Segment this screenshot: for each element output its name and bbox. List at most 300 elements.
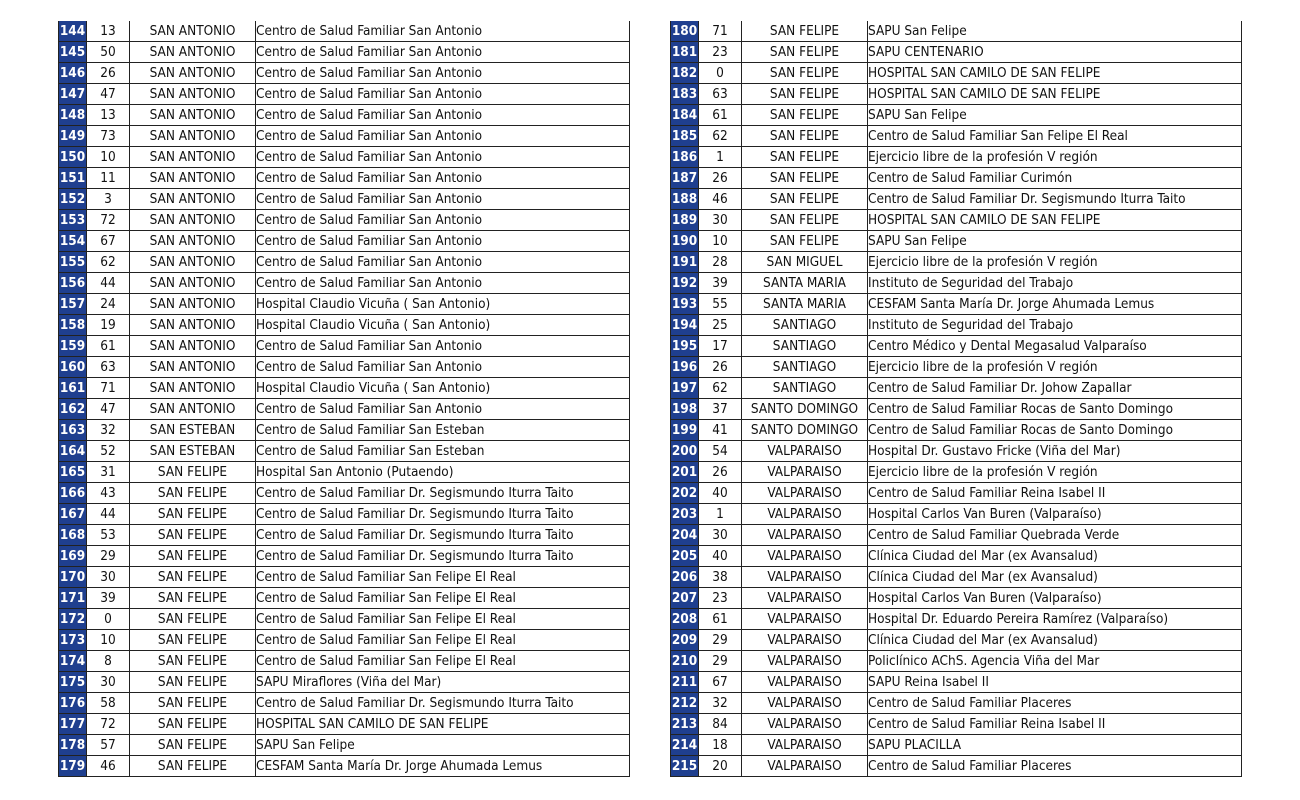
table-row xyxy=(59,378,630,399)
establishment-cell: CESFAM Santa María Dr. Jorge Ahumada Lemus xyxy=(256,756,630,777)
age-cell: 43 xyxy=(87,483,130,504)
age-cell: 32 xyxy=(699,693,742,714)
table-row xyxy=(671,210,1242,231)
age-cell: 3 xyxy=(87,189,130,210)
case-number-cell: 200 xyxy=(671,441,699,462)
table-row xyxy=(671,525,1242,546)
case-number-cell: 171 xyxy=(59,588,87,609)
establishment-cell: Centro de Salud Familiar Quebrada Verde xyxy=(868,525,1242,546)
establishment-cell: SAPU CENTENARIO xyxy=(868,42,1242,63)
comuna-cell: SAN ANTONIO xyxy=(130,84,256,105)
case-number-cell: 175 xyxy=(59,672,87,693)
comuna-cell: VALPARAISO xyxy=(742,630,868,651)
table-row xyxy=(59,231,630,252)
table-row xyxy=(671,693,1242,714)
case-number-cell: 169 xyxy=(59,546,87,567)
age-cell: 25 xyxy=(699,315,742,336)
establishment-cell: Centro de Salud Familiar San Felipe El Real xyxy=(256,609,630,630)
case-number-cell: 184 xyxy=(671,105,699,126)
comuna-cell: SAN FELIPE xyxy=(130,546,256,567)
case-number-cell: 150 xyxy=(59,147,87,168)
table-row xyxy=(59,189,630,210)
comuna-cell: VALPARAISO xyxy=(742,651,868,672)
age-cell: 72 xyxy=(87,714,130,735)
comuna-cell: SAN FELIPE xyxy=(130,714,256,735)
table-row xyxy=(59,462,630,483)
case-number-cell: 183 xyxy=(671,84,699,105)
establishment-cell: SAPU San Felipe xyxy=(868,21,1242,42)
case-number-cell: 144 xyxy=(59,21,87,42)
establishment-cell: SAPU PLACILLA xyxy=(868,735,1242,756)
establishment-cell: Centro de Salud Familiar San Antonio xyxy=(256,231,630,252)
comuna-cell: SAN FELIPE xyxy=(130,462,256,483)
table-row xyxy=(59,525,630,546)
comuna-cell: VALPARAISO xyxy=(742,588,868,609)
age-cell: 32 xyxy=(87,420,130,441)
age-cell: 71 xyxy=(699,21,742,42)
establishment-cell: Ejercicio libre de la profesión V región xyxy=(868,252,1242,273)
table-row xyxy=(59,483,630,504)
establishment-cell: Hospital San Antonio (Putaendo) xyxy=(256,462,630,483)
age-cell: 63 xyxy=(87,357,130,378)
comuna-cell: SANTIAGO xyxy=(742,378,868,399)
table-row xyxy=(671,483,1242,504)
table-row xyxy=(671,273,1242,294)
age-cell: 11 xyxy=(87,168,130,189)
age-cell: 61 xyxy=(699,609,742,630)
case-number-cell: 195 xyxy=(671,336,699,357)
case-number-cell: 181 xyxy=(671,42,699,63)
comuna-cell: SAN ANTONIO xyxy=(130,315,256,336)
age-cell: 37 xyxy=(699,399,742,420)
age-cell: 40 xyxy=(699,483,742,504)
table-row xyxy=(671,756,1242,777)
age-cell: 38 xyxy=(699,567,742,588)
table-row xyxy=(59,105,630,126)
case-number-cell: 154 xyxy=(59,231,87,252)
age-cell: 54 xyxy=(699,441,742,462)
age-cell: 30 xyxy=(87,672,130,693)
case-number-cell: 211 xyxy=(671,672,699,693)
establishment-cell: Centro de Salud Familiar Dr. Segismundo Iturra Taito xyxy=(256,483,630,504)
table-row xyxy=(671,630,1242,651)
age-cell: 23 xyxy=(699,588,742,609)
comuna-cell: SAN ESTEBAN xyxy=(130,441,256,462)
case-number-cell: 201 xyxy=(671,462,699,483)
case-number-cell: 197 xyxy=(671,378,699,399)
table-row xyxy=(59,630,630,651)
comuna-cell: SANTA MARIA xyxy=(742,294,868,315)
age-cell: 62 xyxy=(699,378,742,399)
table-row xyxy=(671,672,1242,693)
table-row xyxy=(59,420,630,441)
age-cell: 23 xyxy=(699,42,742,63)
age-cell: 1 xyxy=(699,147,742,168)
age-cell: 61 xyxy=(699,105,742,126)
comuna-cell: SANTIAGO xyxy=(742,336,868,357)
table-row xyxy=(59,609,630,630)
comuna-cell: SAN MIGUEL xyxy=(742,252,868,273)
comuna-cell: SANTO DOMINGO xyxy=(742,399,868,420)
case-number-cell: 208 xyxy=(671,609,699,630)
establishment-cell: HOSPITAL SAN CAMILO DE SAN FELIPE xyxy=(868,63,1242,84)
comuna-cell: VALPARAISO xyxy=(742,672,868,693)
table-row xyxy=(671,42,1242,63)
establishment-cell: Centro Médico y Dental Megasalud Valparaíso xyxy=(868,336,1242,357)
establishment-cell: SAPU San Felipe xyxy=(868,231,1242,252)
comuna-cell: SAN FELIPE xyxy=(742,63,868,84)
establishment-cell: Centro de Salud Familiar San Antonio xyxy=(256,84,630,105)
comuna-cell: SAN ANTONIO xyxy=(130,357,256,378)
case-number-cell: 149 xyxy=(59,126,87,147)
case-number-cell: 214 xyxy=(671,735,699,756)
case-number-cell: 174 xyxy=(59,651,87,672)
age-cell: 30 xyxy=(87,567,130,588)
case-number-cell: 209 xyxy=(671,630,699,651)
comuna-cell: SAN FELIPE xyxy=(130,630,256,651)
comuna-cell: VALPARAISO xyxy=(742,504,868,525)
table-row xyxy=(59,63,630,84)
case-number-cell: 186 xyxy=(671,147,699,168)
case-number-cell: 164 xyxy=(59,441,87,462)
establishment-cell: Hospital Carlos Van Buren (Valparaíso) xyxy=(868,588,1242,609)
comuna-cell: SAN FELIPE xyxy=(742,210,868,231)
comuna-cell: VALPARAISO xyxy=(742,735,868,756)
table-row xyxy=(671,588,1242,609)
table-row xyxy=(671,504,1242,525)
establishment-cell: SAPU Miraflores (Viña del Mar) xyxy=(256,672,630,693)
case-number-cell: 158 xyxy=(59,315,87,336)
comuna-cell: SAN FELIPE xyxy=(742,147,868,168)
age-cell: 41 xyxy=(699,420,742,441)
case-number-cell: 151 xyxy=(59,168,87,189)
table-row xyxy=(671,126,1242,147)
table-row xyxy=(59,126,630,147)
case-number-cell: 145 xyxy=(59,42,87,63)
establishment-cell: Centro de Salud Familiar Dr. Johow Zapallar xyxy=(868,378,1242,399)
comuna-cell: SAN FELIPE xyxy=(130,735,256,756)
comuna-cell: VALPARAISO xyxy=(742,441,868,462)
table-row xyxy=(59,147,630,168)
establishment-cell: Hospital Claudio Vicuña ( San Antonio) xyxy=(256,294,630,315)
cases-table-right xyxy=(670,21,1242,777)
establishment-cell: Centro de Salud Familiar San Antonio xyxy=(256,357,630,378)
table-row xyxy=(671,189,1242,210)
age-cell: 17 xyxy=(699,336,742,357)
table-row xyxy=(59,588,630,609)
comuna-cell: SANTIAGO xyxy=(742,357,868,378)
comuna-cell: SAN FELIPE xyxy=(742,84,868,105)
case-number-cell: 162 xyxy=(59,399,87,420)
table-row xyxy=(59,336,630,357)
case-number-cell: 163 xyxy=(59,420,87,441)
table-row xyxy=(671,147,1242,168)
age-cell: 62 xyxy=(87,252,130,273)
establishment-cell: Centro de Salud Familiar San Antonio xyxy=(256,210,630,231)
table-row xyxy=(671,546,1242,567)
comuna-cell: SAN ANTONIO xyxy=(130,168,256,189)
establishment-cell: Centro de Salud Familiar San Esteban xyxy=(256,420,630,441)
case-number-cell: 210 xyxy=(671,651,699,672)
case-number-cell: 191 xyxy=(671,252,699,273)
table-row xyxy=(671,567,1242,588)
comuna-cell: SAN ANTONIO xyxy=(130,126,256,147)
comuna-cell: SAN FELIPE xyxy=(130,504,256,525)
case-number-cell: 213 xyxy=(671,714,699,735)
establishment-cell: Centro de Salud Familiar San Antonio xyxy=(256,273,630,294)
age-cell: 61 xyxy=(87,336,130,357)
case-number-cell: 172 xyxy=(59,609,87,630)
age-cell: 52 xyxy=(87,441,130,462)
case-number-cell: 190 xyxy=(671,231,699,252)
age-cell: 13 xyxy=(87,105,130,126)
age-cell: 50 xyxy=(87,42,130,63)
establishment-cell: Centro de Salud Familiar San Felipe El Real xyxy=(256,588,630,609)
establishment-cell: Centro de Salud Familiar San Antonio xyxy=(256,21,630,42)
age-cell: 24 xyxy=(87,294,130,315)
comuna-cell: SAN ANTONIO xyxy=(130,147,256,168)
establishment-cell: Centro de Salud Familiar Dr. Segismundo Iturra Taito xyxy=(256,525,630,546)
comuna-cell: SAN ANTONIO xyxy=(130,105,256,126)
establishment-cell: Hospital Claudio Vicuña ( San Antonio) xyxy=(256,315,630,336)
age-cell: 67 xyxy=(87,231,130,252)
table-row xyxy=(59,210,630,231)
age-cell: 26 xyxy=(87,63,130,84)
case-number-cell: 202 xyxy=(671,483,699,504)
case-number-cell: 159 xyxy=(59,336,87,357)
case-number-cell: 196 xyxy=(671,357,699,378)
case-number-cell: 170 xyxy=(59,567,87,588)
establishment-cell: Centro de Salud Familiar San Antonio xyxy=(256,189,630,210)
establishment-cell: Centro de Salud Familiar San Antonio xyxy=(256,105,630,126)
comuna-cell: SAN FELIPE xyxy=(130,672,256,693)
establishment-cell: Centro de Salud Familiar Rocas de Santo Domingo xyxy=(868,420,1242,441)
case-number-cell: 177 xyxy=(59,714,87,735)
table-row xyxy=(671,315,1242,336)
establishment-cell: Centro de Salud Familiar San Felipe El Real xyxy=(256,651,630,672)
comuna-cell: SANTA MARIA xyxy=(742,273,868,294)
age-cell: 58 xyxy=(87,693,130,714)
comuna-cell: SANTO DOMINGO xyxy=(742,420,868,441)
case-number-cell: 153 xyxy=(59,210,87,231)
table-row xyxy=(59,567,630,588)
age-cell: 55 xyxy=(699,294,742,315)
comuna-cell: SAN ANTONIO xyxy=(130,252,256,273)
establishment-cell: SAPU San Felipe xyxy=(868,105,1242,126)
age-cell: 46 xyxy=(699,189,742,210)
establishment-cell: Centro de Salud Familiar San Felipe El Real xyxy=(256,567,630,588)
case-number-cell: 205 xyxy=(671,546,699,567)
establishment-cell: Centro de Salud Familiar San Antonio xyxy=(256,63,630,84)
comuna-cell: SAN FELIPE xyxy=(130,756,256,777)
table-row xyxy=(671,21,1242,42)
case-number-cell: 148 xyxy=(59,105,87,126)
age-cell: 73 xyxy=(87,126,130,147)
age-cell: 84 xyxy=(699,714,742,735)
table-row xyxy=(59,315,630,336)
table-row xyxy=(59,756,630,777)
comuna-cell: SAN FELIPE xyxy=(742,168,868,189)
establishment-cell: HOSPITAL SAN CAMILO DE SAN FELIPE xyxy=(868,84,1242,105)
table-row xyxy=(59,42,630,63)
case-number-cell: 192 xyxy=(671,273,699,294)
comuna-cell: SAN ANTONIO xyxy=(130,63,256,84)
comuna-cell: VALPARAISO xyxy=(742,546,868,567)
age-cell: 44 xyxy=(87,273,130,294)
establishment-cell: Centro de Salud Familiar Reina Isabel II xyxy=(868,483,1242,504)
comuna-cell: VALPARAISO xyxy=(742,567,868,588)
establishment-cell: CESFAM Santa María Dr. Jorge Ahumada Lemus xyxy=(868,294,1242,315)
case-number-cell: 146 xyxy=(59,63,87,84)
case-number-cell: 173 xyxy=(59,630,87,651)
age-cell: 13 xyxy=(87,21,130,42)
establishment-cell: Centro de Salud Familiar Curimón xyxy=(868,168,1242,189)
table-row xyxy=(671,399,1242,420)
cases-table-left xyxy=(58,21,630,777)
table-row xyxy=(671,735,1242,756)
case-number-cell: 204 xyxy=(671,525,699,546)
case-number-cell: 160 xyxy=(59,357,87,378)
age-cell: 10 xyxy=(87,147,130,168)
establishment-cell: Clínica Ciudad del Mar (ex Avansalud) xyxy=(868,567,1242,588)
table-row xyxy=(671,420,1242,441)
comuna-cell: SAN ANTONIO xyxy=(130,273,256,294)
age-cell: 20 xyxy=(699,756,742,777)
age-cell: 57 xyxy=(87,735,130,756)
establishment-cell: Centro de Salud Familiar Placeres xyxy=(868,693,1242,714)
case-number-cell: 180 xyxy=(671,21,699,42)
comuna-cell: VALPARAISO xyxy=(742,483,868,504)
establishment-cell: Instituto de Seguridad del Trabajo xyxy=(868,315,1242,336)
table-row xyxy=(671,252,1242,273)
age-cell: 39 xyxy=(87,588,130,609)
establishment-cell: Clínica Ciudad del Mar (ex Avansalud) xyxy=(868,546,1242,567)
establishment-cell: Ejercicio libre de la profesión V región xyxy=(868,462,1242,483)
comuna-cell: SAN FELIPE xyxy=(742,231,868,252)
establishment-cell: Ejercicio libre de la profesión V región xyxy=(868,147,1242,168)
age-cell: 62 xyxy=(699,126,742,147)
case-number-cell: 207 xyxy=(671,588,699,609)
age-cell: 67 xyxy=(699,672,742,693)
table-row xyxy=(59,672,630,693)
table-row xyxy=(59,399,630,420)
age-cell: 44 xyxy=(87,504,130,525)
comuna-cell: SAN ANTONIO xyxy=(130,210,256,231)
case-number-cell: 182 xyxy=(671,63,699,84)
establishment-cell: Centro de Salud Familiar San Antonio xyxy=(256,42,630,63)
comuna-cell: SAN ANTONIO xyxy=(130,336,256,357)
age-cell: 29 xyxy=(699,651,742,672)
age-cell: 29 xyxy=(699,630,742,651)
case-number-cell: 176 xyxy=(59,693,87,714)
establishment-cell: Centro de Salud Familiar Dr. Segismundo Iturra Taito xyxy=(256,693,630,714)
case-number-cell: 193 xyxy=(671,294,699,315)
establishment-cell: Centro de Salud Familiar Dr. Segismundo Iturra Taito xyxy=(868,189,1242,210)
comuna-cell: SAN ANTONIO xyxy=(130,21,256,42)
table-row xyxy=(59,84,630,105)
table-row xyxy=(671,168,1242,189)
age-cell: 8 xyxy=(87,651,130,672)
comuna-cell: SAN FELIPE xyxy=(130,588,256,609)
table-row xyxy=(671,651,1242,672)
age-cell: 19 xyxy=(87,315,130,336)
establishment-cell: Centro de Salud Familiar San Antonio xyxy=(256,252,630,273)
comuna-cell: VALPARAISO xyxy=(742,693,868,714)
table-row xyxy=(59,252,630,273)
table-row xyxy=(59,735,630,756)
comuna-cell: SAN ANTONIO xyxy=(130,231,256,252)
establishment-cell: HOSPITAL SAN CAMILO DE SAN FELIPE xyxy=(256,714,630,735)
establishment-cell: Hospital Dr. Gustavo Fricke (Viña del Mar) xyxy=(868,441,1242,462)
table-row xyxy=(671,609,1242,630)
comuna-cell: VALPARAISO xyxy=(742,756,868,777)
comuna-cell: SAN FELIPE xyxy=(130,651,256,672)
comuna-cell: SAN ANTONIO xyxy=(130,189,256,210)
comuna-cell: SAN ANTONIO xyxy=(130,378,256,399)
age-cell: 71 xyxy=(87,378,130,399)
table-row xyxy=(59,168,630,189)
table-row xyxy=(59,273,630,294)
comuna-cell: SAN ANTONIO xyxy=(130,399,256,420)
table-row xyxy=(671,714,1242,735)
table-row xyxy=(671,231,1242,252)
establishment-cell: Clínica Ciudad del Mar (ex Avansalud) xyxy=(868,630,1242,651)
establishment-cell: Hospital Dr. Eduardo Pereira Ramírez (Valparaíso) xyxy=(868,609,1242,630)
age-cell: 63 xyxy=(699,84,742,105)
case-number-cell: 157 xyxy=(59,294,87,315)
establishment-cell: Centro de Salud Familiar Dr. Segismundo Iturra Taito xyxy=(256,546,630,567)
table-row xyxy=(671,105,1242,126)
table-row xyxy=(59,441,630,462)
case-number-cell: 199 xyxy=(671,420,699,441)
age-cell: 18 xyxy=(699,735,742,756)
establishment-cell: Centro de Salud Familiar Dr. Segismundo Iturra Taito xyxy=(256,504,630,525)
age-cell: 10 xyxy=(87,630,130,651)
comuna-cell: SAN ANTONIO xyxy=(130,294,256,315)
age-cell: 28 xyxy=(699,252,742,273)
case-number-cell: 185 xyxy=(671,126,699,147)
age-cell: 39 xyxy=(699,273,742,294)
table-row xyxy=(59,504,630,525)
case-number-cell: 155 xyxy=(59,252,87,273)
age-cell: 26 xyxy=(699,168,742,189)
comuna-cell: VALPARAISO xyxy=(742,609,868,630)
comuna-cell: SAN FELIPE xyxy=(742,21,868,42)
case-number-cell: 167 xyxy=(59,504,87,525)
age-cell: 1 xyxy=(699,504,742,525)
age-cell: 40 xyxy=(699,546,742,567)
comuna-cell: SAN FELIPE xyxy=(742,42,868,63)
case-number-cell: 179 xyxy=(59,756,87,777)
establishment-cell: Centro de Salud Familiar San Antonio xyxy=(256,126,630,147)
comuna-cell: VALPARAISO xyxy=(742,525,868,546)
table-row xyxy=(671,336,1242,357)
establishment-cell: Centro de Salud Familiar San Felipe El Real xyxy=(868,126,1242,147)
table-row xyxy=(59,546,630,567)
case-number-cell: 147 xyxy=(59,84,87,105)
comuna-cell: SAN FELIPE xyxy=(130,483,256,504)
age-cell: 26 xyxy=(699,462,742,483)
comuna-cell: SAN FELIPE xyxy=(742,189,868,210)
comuna-cell: VALPARAISO xyxy=(742,462,868,483)
case-number-cell: 165 xyxy=(59,462,87,483)
table-row xyxy=(59,357,630,378)
age-cell: 0 xyxy=(87,609,130,630)
case-number-cell: 206 xyxy=(671,567,699,588)
establishment-cell: Centro de Salud Familiar San Antonio xyxy=(256,147,630,168)
establishment-cell: Centro de Salud Familiar San Felipe El Real xyxy=(256,630,630,651)
establishment-cell: Centro de Salud Familiar Reina Isabel II xyxy=(868,714,1242,735)
